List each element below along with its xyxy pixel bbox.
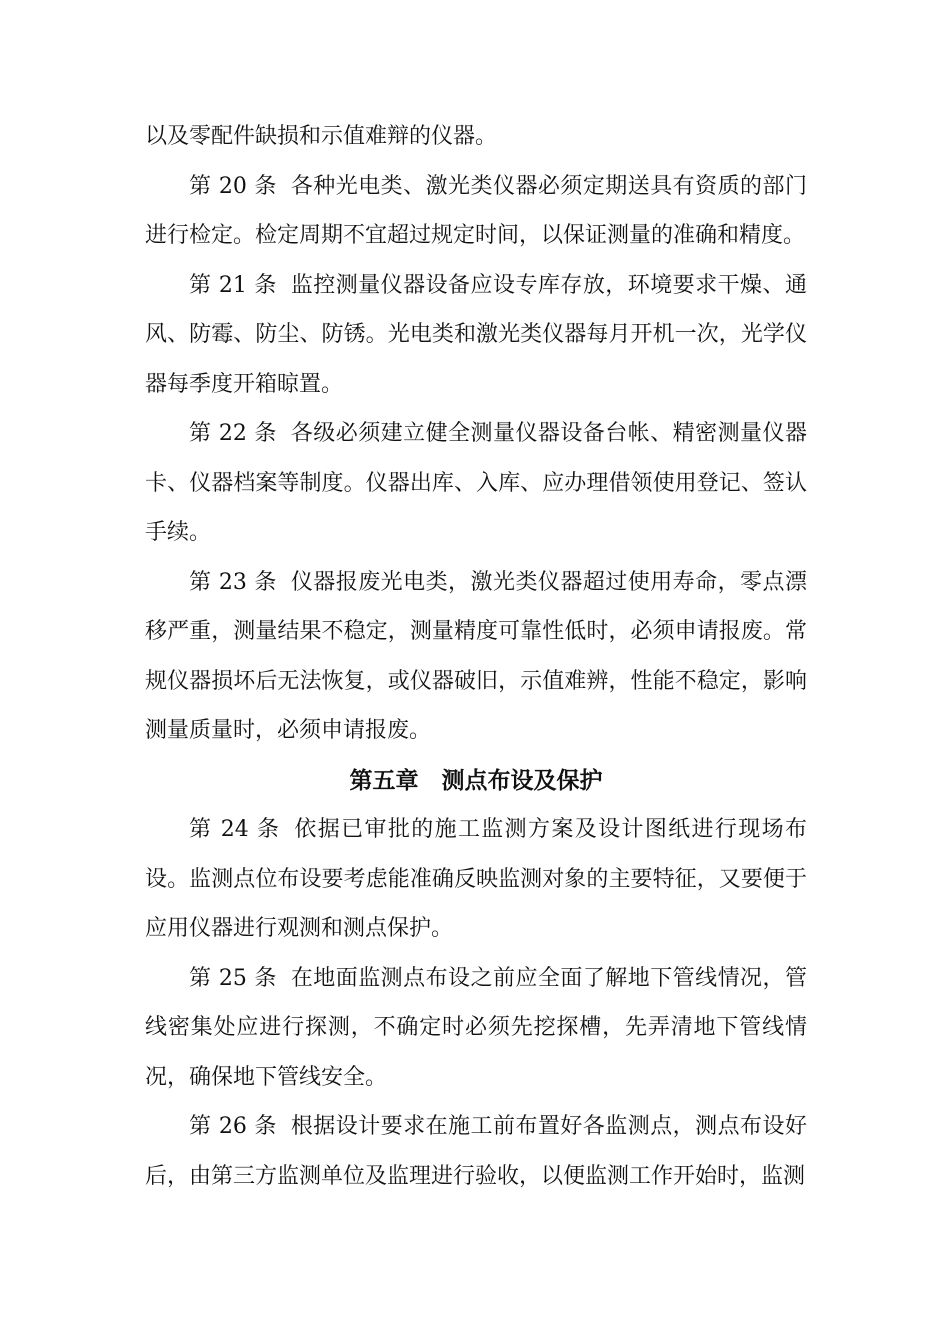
article-23: [145, 558, 807, 756]
article-text: 根据设计要求在施工前布置好各监测点，测点布设好后，由第三方监测单位及监理进行验收，以便监测工作开始时，监测: [145, 1114, 807, 1189]
article-number: 第 21 条: [189, 272, 277, 298]
article-text: 仪器报废光电类，激光类仪器超过使用寿命，零点漂移严重，测量结果不稳定，测量精度可靠性低时，必须申请报废。常规仪器损坏后无法恢复，或仪器破旧，示值难辨，性能不稳定，影响测量质量时，必须申请报废。: [145, 569, 807, 743]
article-text: 各级必须建立健全测量仪器设备台帐、精密测量仪器卡、仪器档案等制度。仪器出库、入库、应办理借领使用登记、签认手续。: [145, 421, 807, 545]
article-number: 第 22 条: [189, 421, 277, 446]
article-text: 在地面监测点布设之前应全面了解地下管线情况，管线密集处应进行探测，不确定时必须先挖探槽，先弄清地下管线情况，确保地下管线安全。: [145, 965, 807, 1090]
article-20: [145, 162, 807, 261]
article-number: 第 26 条: [189, 1114, 277, 1139]
document-body: [145, 112, 807, 1201]
article-24: [145, 805, 807, 954]
article-number: 第 24 条: [189, 817, 281, 842]
article-text: 监控测量仪器设备应设专库存放，环境要求干燥、通风、防霉、防尘、防锈。光电类和激光类仪器每月开机一次，光学仪器每季度开箱晾置。: [145, 272, 807, 397]
article-text: 依据已审批的施工监测方案及设计图纸进行现场布设。监测点位布设要考虑能准确反映监测对象的主要特征，又要便于应用仪器进行观测和测点保护。: [145, 817, 807, 941]
paragraph-text: 以及零配件缺损和示值难辩的仪器。: [145, 124, 498, 149]
article-number: 第 20 条: [189, 173, 277, 199]
article-25: [145, 954, 807, 1103]
article-number: 第 25 条: [189, 965, 277, 991]
article-21: [145, 261, 807, 410]
chapter-heading: 第五章 测点布设及保护: [349, 766, 603, 794]
article-22: [145, 409, 807, 558]
article-text: 各种光电类、激光类仪器必须定期送具有资质的部门进行检定。检定周期不宜超过规定时间，以保证测量的准确和精度。: [145, 173, 807, 248]
article-26: [145, 1102, 807, 1201]
article-number: 第 23 条: [189, 569, 277, 595]
paragraph-continuation: [145, 112, 807, 162]
